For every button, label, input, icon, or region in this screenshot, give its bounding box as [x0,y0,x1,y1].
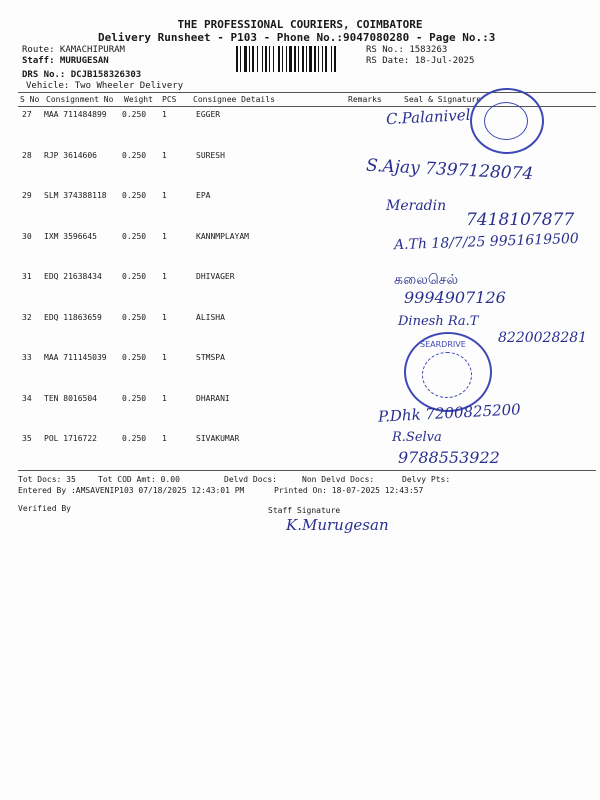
col-weight: Weight [124,95,153,104]
signature-row-32: Dinesh Ra.T [398,314,479,329]
signature-row-31: கலைசெல் [394,272,459,288]
phone-row-35: 9788553922 [398,448,500,467]
stamp-inner-ring [422,352,472,398]
row-weight: 0.250 [122,110,147,119]
row-sno: 28 [22,151,32,160]
total-docs: Tot Docs: 35 [18,475,76,484]
staff-signature-label: Staff Signature [268,506,341,515]
signature-row-29: Meradin [386,198,447,214]
row-consignee: EGGER [196,110,221,119]
row-consignee: SIVAKUMAR [196,434,240,443]
row-consignment: EDQ 21638434 [44,272,102,281]
row-sno: 27 [22,110,32,119]
row-pcs: 1 [162,434,167,443]
delivery-points: Delvy Pts: [402,475,451,484]
phone-row-29: 7418107877 [466,210,575,230]
signature-row-27: C.Palanivel [385,105,471,129]
table-row [0,272,600,286]
row-consignment: IXM 3596645 [44,232,97,241]
staff-label: Staff: MURUGESAN [22,56,109,66]
row-weight: 0.250 [122,313,147,322]
rs-date: RS Date: 18-Jul-2025 [366,56,475,66]
row-weight: 0.250 [122,191,147,200]
row-consignee: EPA [196,191,211,200]
row-sno: 32 [22,313,32,322]
row-sno: 31 [22,272,32,281]
row-consignee: SURESH [196,151,225,160]
rubber-stamp [470,88,544,154]
row-sno: 33 [22,353,32,362]
row-pcs: 1 [162,110,167,119]
row-consignee: DHIVAGER [196,272,235,281]
row-weight: 0.250 [122,394,147,403]
staff-signature: K.Murugesan [286,516,389,534]
phone-row-31: 9994907126 [404,288,506,307]
phone-row-32: 8220028281 [498,330,588,346]
row-consignment: POL 1716722 [44,434,97,443]
col-seal: Seal & Signature [404,95,482,104]
stamp-inner-ring [484,102,528,140]
row-consignee: STMSPA [196,353,225,362]
row-pcs: 1 [162,151,167,160]
stamp-text: SEARDRIVE [420,340,466,349]
rs-number: RS No.: 1583263 [366,45,448,55]
row-pcs: 1 [162,191,167,200]
row-consignment: MAA 711484899 [44,110,107,119]
row-pcs: 1 [162,232,167,241]
signature-row-30: A.Th 18/7/25 9951619500 [393,230,580,254]
vehicle-label: Vehicle: Two Wheeler Delivery [26,81,184,91]
row-pcs: 1 [162,394,167,403]
signature-row-35: R.Selva [392,430,442,445]
col-sno: S No [20,95,40,104]
table-row [0,353,600,367]
row-pcs: 1 [162,272,167,281]
row-consignment: SLM 374388118 [44,191,107,200]
seal-stamp [404,332,492,412]
table-row [0,434,600,448]
non-delivered-docs: Non Delvd Docs: [302,475,375,484]
row-weight: 0.250 [122,232,147,241]
row-consignee: KANNMPLAYAM [196,232,249,241]
col-remarks: Remarks [348,95,382,104]
row-sno: 35 [22,434,32,443]
entered-by: Entered By :AMSAVENIP103 07/18/2025 12:43:01 PM [18,486,245,495]
col-consignment: Consignment No [46,95,114,104]
row-consignment: TEN 8016504 [44,394,97,403]
col-pcs: PCS [162,95,177,104]
row-pcs: 1 [162,353,167,362]
row-sno: 30 [22,232,32,241]
table-row [0,191,600,205]
row-weight: 0.250 [122,151,147,160]
row-sno: 29 [22,191,32,200]
total-cod: Tot COD Amt: 0.00 [98,475,180,484]
drs-number: DRS No.: DCJB158326303 [22,70,142,80]
signature-row-34: P.Dhk 7200825200 [377,400,522,426]
delivered-docs: Delvd Docs: [224,475,277,484]
barcode [236,46,362,72]
signature-row-28: S.Ajay 7397128074 [365,155,534,185]
row-consignment: MAA 711145039 [44,353,107,362]
company-title: THE PROFESSIONAL COURIERS, COIMBATORE [177,18,423,31]
verified-by: Verified By [18,504,71,513]
route-label: Route: KAMACHIPURAM [22,45,125,55]
row-pcs: 1 [162,313,167,322]
row-weight: 0.250 [122,353,147,362]
row-consignment: RJP 3614606 [44,151,97,160]
row-consignment: EDQ 11863659 [44,313,102,322]
row-consignee: ALISHA [196,313,225,322]
footer-rule [18,470,596,471]
row-weight: 0.250 [122,434,147,443]
table-row [0,313,600,327]
printed-on: Printed On: 18-07-2025 12:43:57 [274,486,424,495]
row-weight: 0.250 [122,272,147,281]
row-consignee: DHARANI [196,394,230,403]
col-consignee: Consignee Details [193,95,275,104]
row-sno: 34 [22,394,32,403]
runsheet-subtitle: Delivery Runsheet - P103 - Phone No.:9047080280 - Page No.:3 [98,31,496,44]
